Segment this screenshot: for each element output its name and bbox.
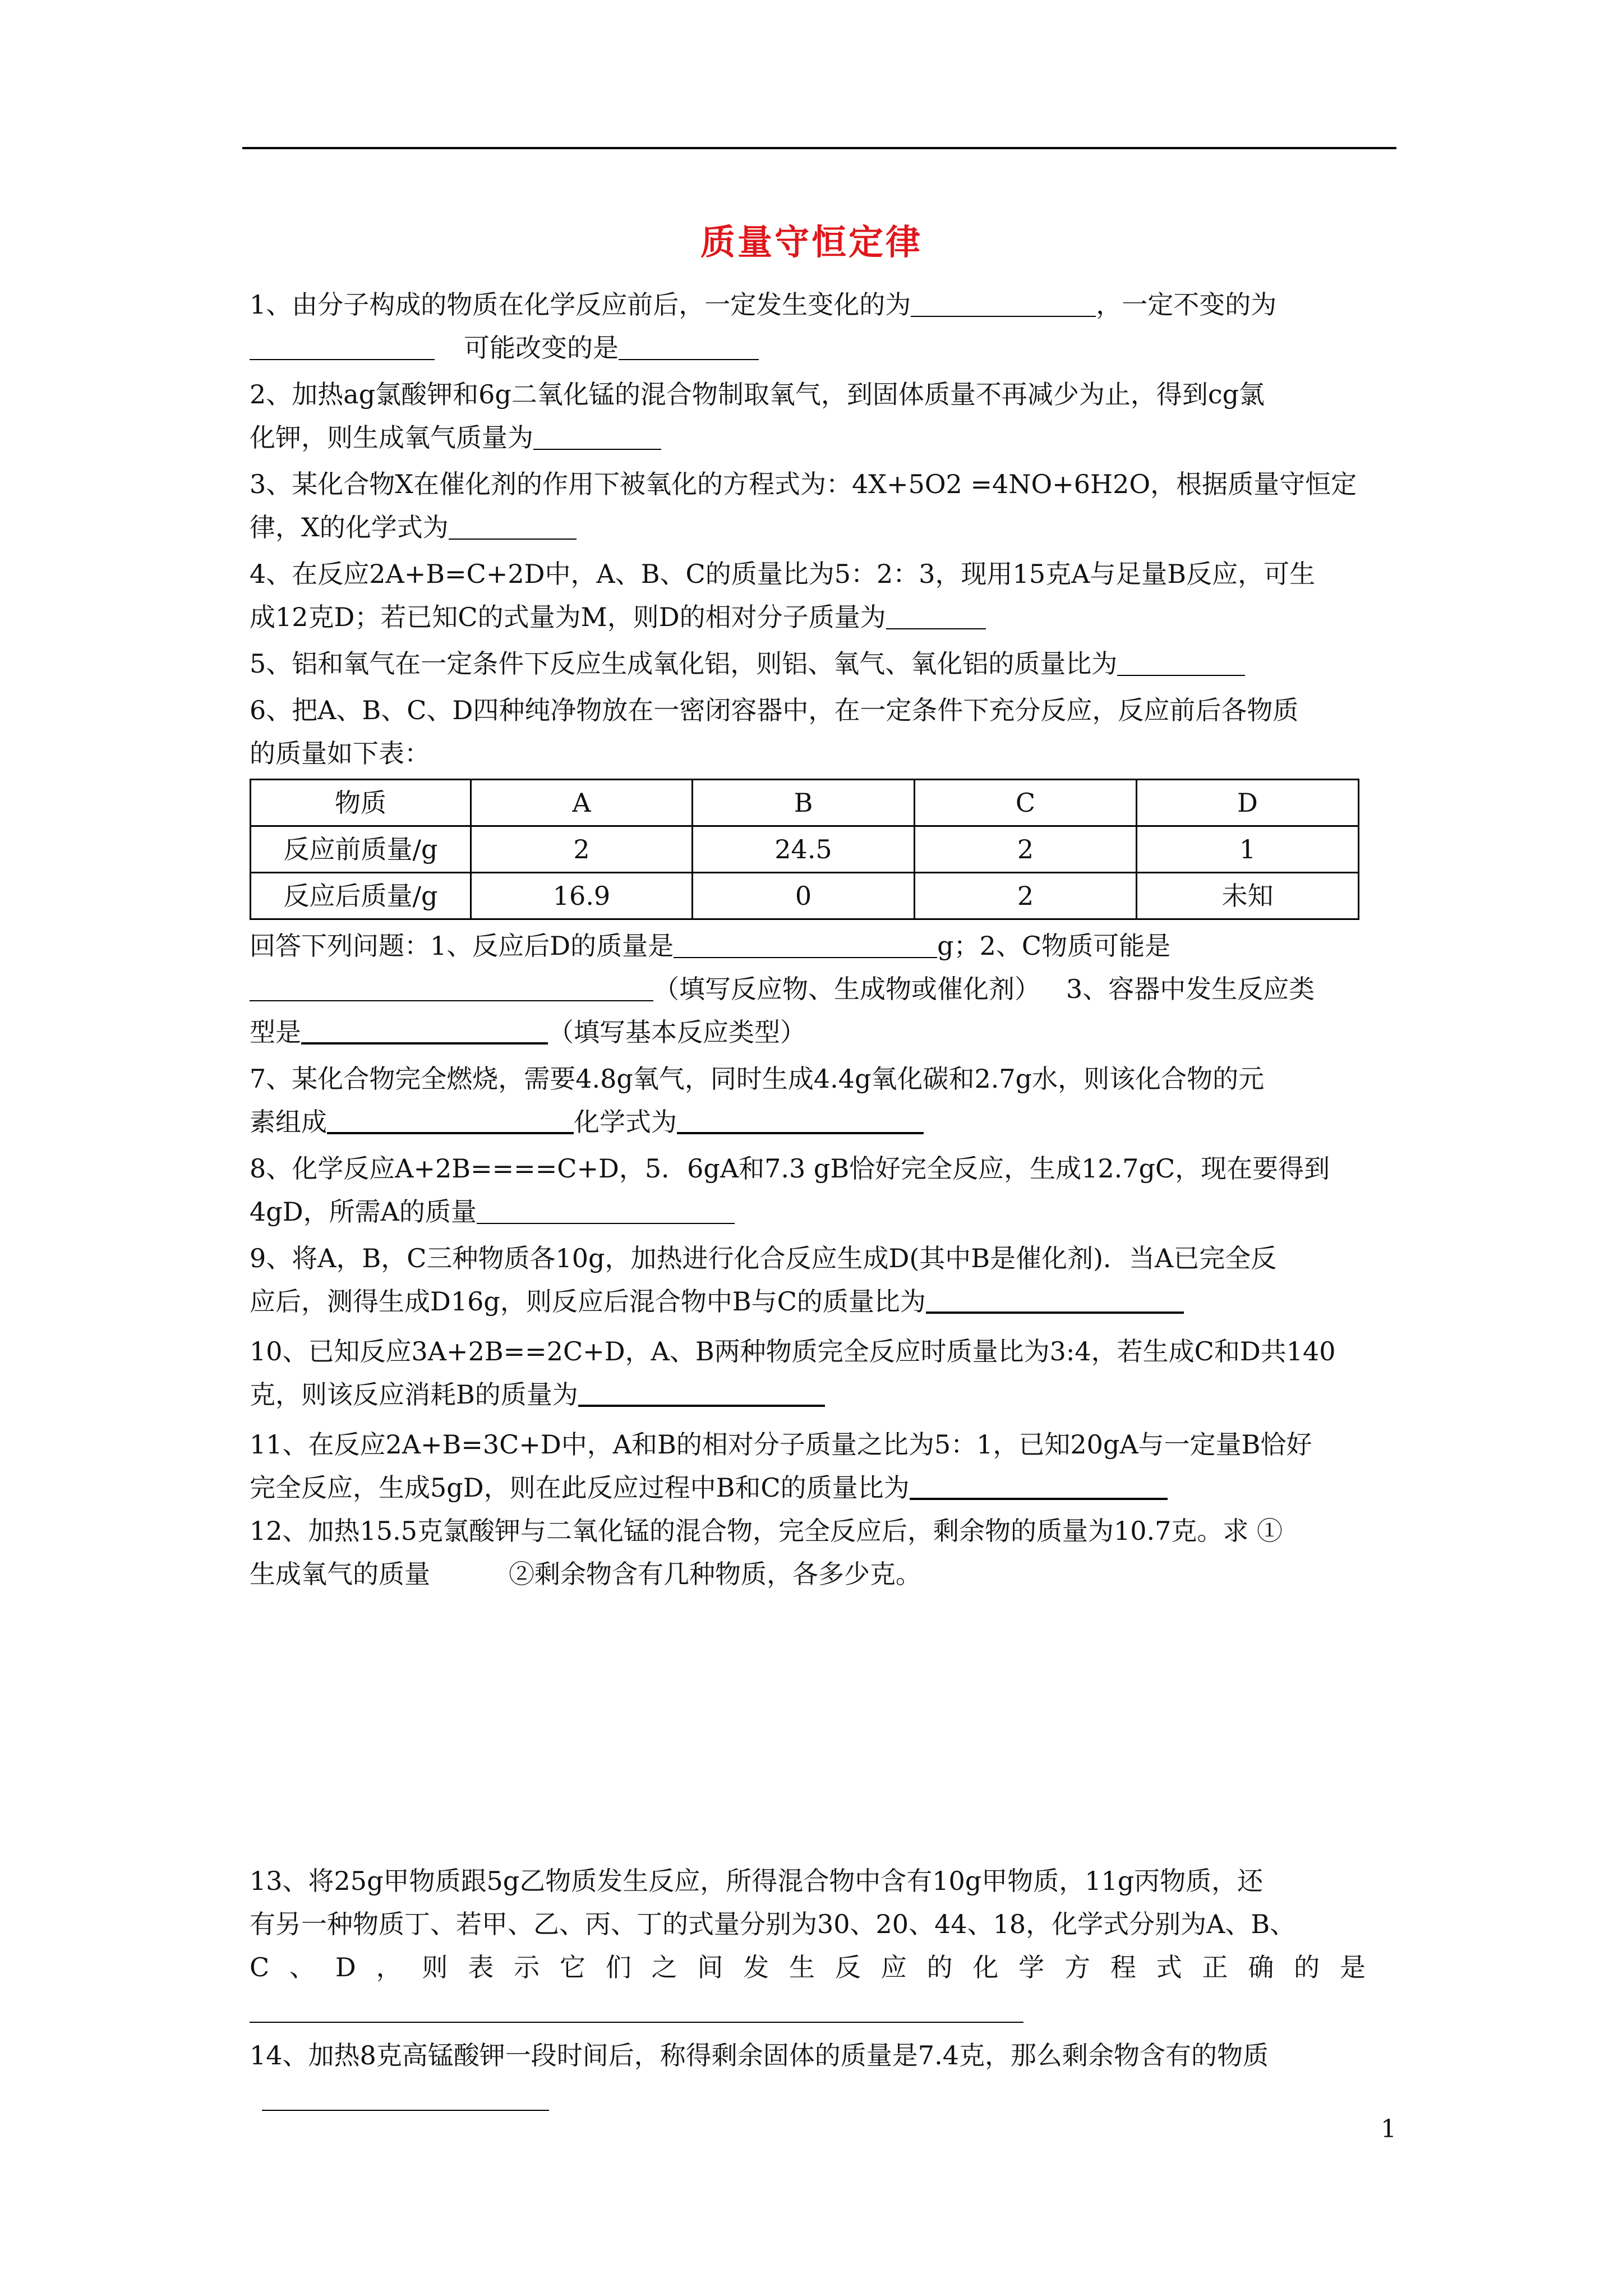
q13-char: 、 bbox=[289, 1952, 316, 1982]
q7-blank-2[interactable] bbox=[677, 1106, 924, 1134]
q2-blank[interactable] bbox=[533, 423, 661, 450]
question-6-answers-cont2 bbox=[250, 1011, 1366, 1054]
q11-blank[interactable] bbox=[910, 1472, 1168, 1500]
table-cell: 2 bbox=[915, 826, 1137, 873]
q5-text: 5、铝和氧气在一定条件下反应生成氧化铝，则铝、氧气、氧化铝的质量比为 bbox=[250, 648, 1118, 679]
table-cell: 反应前质量/g bbox=[251, 826, 471, 873]
page-title: 质量守恒定律 bbox=[700, 222, 923, 263]
question-5 bbox=[250, 642, 1366, 685]
q3-blank[interactable] bbox=[449, 513, 577, 540]
q13-char: 间 bbox=[697, 1952, 723, 1982]
q13-char: 化 bbox=[972, 1952, 999, 1982]
q6-blank-1[interactable] bbox=[674, 931, 937, 958]
q4-text: 成12克D；若已知C的式量为M，则D的相对分子质量为 bbox=[250, 602, 886, 632]
q6-text-c: （填写反应物、生成物或催化剂） bbox=[653, 974, 1040, 1004]
table-cell: 0 bbox=[693, 873, 915, 919]
q6-blank-2[interactable] bbox=[250, 974, 653, 1001]
q13-char: 的 bbox=[926, 1952, 953, 1982]
q7-blank-1[interactable] bbox=[327, 1106, 574, 1134]
question-14-cont bbox=[250, 2077, 1366, 2120]
q2-text: 化钾，则生成氧气质量为 bbox=[250, 422, 533, 453]
question-14: 14、加热8克高锰酸钾一段时间后，称得剩余固体的质量是7.4克，那么剩余物含有的物质 bbox=[250, 2040, 1269, 2070]
q12-text-a: 生成氧气的质量 bbox=[250, 1559, 430, 1589]
question-7-cont bbox=[250, 1101, 1366, 1144]
q13-char: 示 bbox=[514, 1952, 540, 1982]
q9-text: 应后，测得生成D16g，则反应后混合物中B与C的质量比为 bbox=[250, 1286, 926, 1317]
q13-char: 应 bbox=[880, 1952, 907, 1982]
question-12-cont bbox=[250, 1553, 1366, 1596]
q1-text-c: 可能改变的是 bbox=[464, 333, 619, 363]
question-2-cont bbox=[250, 416, 1366, 459]
q12-text-b: ②剩余物含有几种物质，各多少克。 bbox=[509, 1559, 921, 1589]
q13-char: 程 bbox=[1110, 1952, 1136, 1982]
q13-char: 则 bbox=[422, 1952, 448, 1982]
mass-table bbox=[250, 779, 1359, 920]
worksheet-body bbox=[250, 283, 1366, 2120]
q13-char: 的 bbox=[1294, 1952, 1320, 1982]
page-number: 1 bbox=[1381, 2115, 1396, 2143]
q1-blank-3[interactable] bbox=[619, 333, 759, 360]
q6-text-f: （填写基本反应类型） bbox=[548, 1017, 806, 1047]
header-rule bbox=[242, 147, 1396, 149]
q13-char: 确 bbox=[1248, 1952, 1274, 1982]
question-10-cont bbox=[250, 1373, 1366, 1416]
q6-text-d: 3、容器中发生反应类 bbox=[1066, 974, 1315, 1004]
answer-space[interactable] bbox=[250, 1596, 1366, 1860]
question-3-cont bbox=[250, 506, 1366, 549]
q11-text: 完全反应，生成5gD，则在此反应过程中B和C的质量比为 bbox=[250, 1473, 910, 1503]
q10-text: 克，则该反应消耗B的质量为 bbox=[250, 1379, 578, 1410]
table-cell: 2 bbox=[471, 826, 693, 873]
q13-char: 方 bbox=[1064, 1952, 1090, 1982]
q6-text-a: 回答下列问题：1、反应后D的质量是 bbox=[250, 931, 674, 961]
table-header-cell: B bbox=[693, 780, 915, 826]
question-13-cont2 bbox=[250, 1946, 1366, 1989]
question-13-answer bbox=[250, 1989, 1366, 2017]
q8-blank[interactable] bbox=[477, 1197, 735, 1224]
question-6-cont: 的质量如下表： bbox=[250, 738, 430, 769]
table-header-cell: D bbox=[1137, 780, 1359, 826]
question-4-cont bbox=[250, 596, 1366, 639]
table-header-cell: C bbox=[915, 780, 1137, 826]
q6-text-e: 型是 bbox=[250, 1017, 301, 1047]
q13-char: 表 bbox=[468, 1952, 494, 1982]
table-cell: 24.5 bbox=[693, 826, 915, 873]
question-1 bbox=[250, 283, 1366, 326]
question-13: 13、将25g甲物质跟5g乙物质发生反应，所得混合物中含有10g甲物质，11g丙物质，还 bbox=[250, 1866, 1264, 1896]
question-6: 6、把A、B、C、D四种纯净物放在一密闭容器中，在一定条件下充分反应，反应前后各物质 bbox=[250, 695, 1299, 725]
table-header-row bbox=[251, 780, 1359, 826]
q7-text-a: 素组成 bbox=[250, 1107, 327, 1137]
q13-char: 之 bbox=[651, 1952, 677, 1982]
q1-text-a: 1、由分子构成的物质在化学反应前后，一定发生变化的为 bbox=[250, 289, 911, 320]
table-cell: 未知 bbox=[1137, 873, 1359, 919]
q5-blank[interactable] bbox=[1117, 649, 1245, 676]
table-cell: 1 bbox=[1137, 826, 1359, 873]
q13-char: 是 bbox=[1339, 1952, 1366, 1982]
question-8: 8、化学反应A+2B====C+D，5．6gA和7.3 gB恰好完全反应，生成12.7gC，现在要得到 bbox=[250, 1153, 1330, 1184]
q13-char: D bbox=[335, 1952, 356, 1982]
question-2: 2、加热ag氯酸钾和6g二氧化锰的混合物制取氧气，到固体质量不再减少为止，得到cg氯 bbox=[250, 379, 1265, 409]
table-row bbox=[251, 826, 1359, 873]
question-3: 3、某化合物X在催化剂的作用下被氧化的方程式为：4X+5O2 =4NO+6H2O，根据质量守恒定 bbox=[250, 469, 1357, 499]
q1-blank-1[interactable] bbox=[911, 290, 1096, 317]
q4-blank[interactable] bbox=[886, 602, 986, 629]
table-cell: 2 bbox=[915, 873, 1137, 919]
q13-char: 学 bbox=[1018, 1952, 1045, 1982]
question-9-cont bbox=[250, 1280, 1366, 1323]
q13-char: 发 bbox=[743, 1952, 769, 1982]
question-9: 9、将A，B，C三种物质各10g，加热进行化合反应生成D(其中B是催化剂)．当A已完全反 bbox=[250, 1243, 1277, 1273]
question-11: 11、在反应2A+B=3C+D中，A和B的相对分子质量之比为5：1，已知20gA与一定量B恰好 bbox=[250, 1429, 1312, 1460]
table-header-cell: A bbox=[471, 780, 693, 826]
question-10: 10、已知反应3A+2B==2C+D，A、B两种物质完全反应时质量比为3:4，若生成C和D共140 bbox=[250, 1336, 1336, 1366]
question-12: 12、加热15.5克氯酸钾与二氧化锰的混合物，完全反应后，剩余物的质量为10.7克。求 ① bbox=[250, 1516, 1283, 1546]
question-8-cont bbox=[250, 1190, 1366, 1234]
table-cell: 反应后质量/g bbox=[251, 873, 471, 919]
q3-text: 律，X的化学式为 bbox=[250, 512, 449, 542]
q7-text-b: 化学式为 bbox=[574, 1107, 677, 1137]
question-6-answers bbox=[250, 924, 1366, 968]
q9-blank[interactable] bbox=[926, 1286, 1184, 1314]
question-1-cont bbox=[250, 326, 1366, 370]
table-header-cell: 物质 bbox=[251, 780, 471, 826]
q10-blank[interactable] bbox=[578, 1379, 825, 1407]
q14-blank[interactable] bbox=[262, 2084, 549, 2111]
table-cell: 16.9 bbox=[471, 873, 693, 919]
q1-blank-2[interactable] bbox=[250, 333, 435, 360]
table-row bbox=[251, 873, 1359, 919]
question-11-cont bbox=[250, 1466, 1366, 1510]
question-4: 4、在反应2A+B=C+2D中，A、B、C的质量比为5：2：3，现用15克A与足量B反应，可生 bbox=[250, 559, 1316, 589]
q8-text: 4gD，所需A的质量 bbox=[250, 1197, 477, 1227]
q13-char: 它 bbox=[559, 1952, 585, 1982]
question-7: 7、某化合物完全燃烧，需要4.8g氧气，同时生成4.4g氧化碳和2.7g水，则该化合物的元 bbox=[250, 1064, 1265, 1094]
question-6-answers-cont bbox=[250, 968, 1366, 1011]
question-13-cont: 有另一种物质丁、若甲、乙、丙、丁的式量分别为30、20、44、18，化学式分别为A、B、 bbox=[250, 1909, 1296, 1939]
q1-text-b: ，一定不变的为 bbox=[1096, 289, 1277, 320]
q13-char: 们 bbox=[605, 1952, 631, 1982]
q13-char: 生 bbox=[789, 1952, 815, 1982]
q13-char: ， bbox=[376, 1952, 402, 1982]
q13-char: 正 bbox=[1202, 1952, 1228, 1982]
q13-char: C bbox=[250, 1952, 270, 1982]
q13-char: 式 bbox=[1156, 1952, 1182, 1982]
q13-blank[interactable] bbox=[250, 2005, 1023, 2023]
q6-text-b: g；2、C物质可能是 bbox=[937, 931, 1171, 961]
q6-blank-3[interactable] bbox=[301, 1016, 548, 1045]
q13-char: 反 bbox=[834, 1952, 861, 1982]
